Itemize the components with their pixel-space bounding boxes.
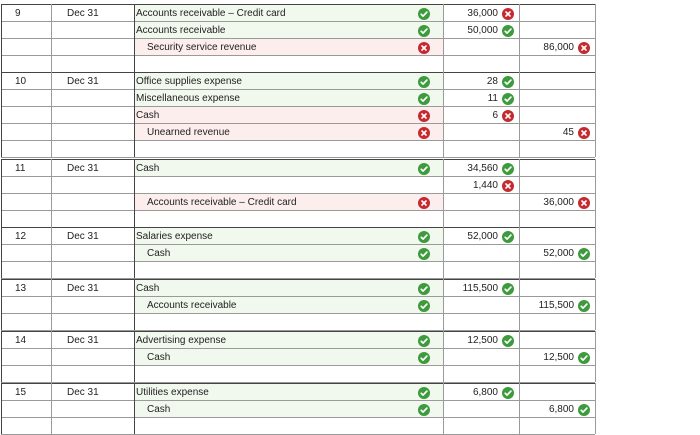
grid-line <box>1 296 595 297</box>
grid-line <box>1 4 595 5</box>
check-circle-icon <box>418 8 430 20</box>
grid-line <box>595 383 596 434</box>
credit-amount: 12,500 <box>543 352 574 363</box>
debit-input[interactable] <box>443 124 519 141</box>
account-title: Cash <box>147 352 171 363</box>
debit-input[interactable] <box>443 349 519 366</box>
debit-input[interactable] <box>443 280 519 297</box>
credit-amount: 45 <box>562 127 574 138</box>
check-circle-icon <box>502 283 514 295</box>
entry-date: Dec 31 <box>67 283 99 294</box>
entry-date-cell <box>51 22 134 39</box>
grid-line <box>1 417 595 418</box>
entry-date-cell <box>51 245 134 262</box>
credit-input[interactable] <box>519 280 595 297</box>
grid-line <box>1 383 595 384</box>
debit-amount: 34,560 <box>467 163 498 174</box>
credit-amount: 6,800 <box>548 404 574 415</box>
entry-date-cell <box>51 384 134 401</box>
account-select[interactable] <box>134 73 443 90</box>
grid-line <box>1 383 2 434</box>
account-select[interactable] <box>134 228 443 245</box>
grid-line <box>51 227 52 278</box>
check-circle-icon <box>502 76 514 88</box>
entry-number-cell <box>1 22 51 39</box>
credit-amount: 115,500 <box>538 300 574 311</box>
grid-line <box>443 72 444 157</box>
grid-line <box>51 4 52 72</box>
entry-date: Dec 31 <box>67 163 99 174</box>
entry-date-cell <box>51 5 134 22</box>
credit-input[interactable] <box>519 401 595 418</box>
account-title: Cash <box>147 404 171 415</box>
grid-line <box>595 331 596 382</box>
grid-line <box>1 72 2 157</box>
credit-input[interactable] <box>519 22 595 39</box>
x-circle-icon <box>418 42 430 54</box>
x-circle-icon <box>418 127 430 139</box>
debit-amount: 1,440 <box>472 180 498 191</box>
debit-input[interactable] <box>443 384 519 401</box>
grid-line <box>595 72 596 157</box>
check-circle-icon <box>502 335 514 347</box>
grid-line <box>519 383 520 434</box>
check-circle-icon <box>578 404 590 416</box>
entry-date: Dec 31 <box>67 231 99 242</box>
grid-line <box>134 331 135 382</box>
entry-number-cell <box>1 73 51 90</box>
entry-number-cell <box>1 124 51 141</box>
grid-line <box>134 4 135 72</box>
account-select[interactable] <box>134 401 443 418</box>
grid-line <box>443 331 444 382</box>
entry-date-cell <box>51 177 134 194</box>
account-title: Accounts receivable <box>147 300 237 311</box>
check-circle-icon <box>418 335 430 347</box>
credit-input[interactable] <box>519 39 595 56</box>
debit-input[interactable] <box>443 401 519 418</box>
credit-input[interactable] <box>519 384 595 401</box>
debit-input[interactable] <box>443 245 519 262</box>
credit-input[interactable] <box>519 177 595 194</box>
grid-line <box>1 210 595 211</box>
x-circle-icon <box>578 127 590 139</box>
debit-input[interactable] <box>443 160 519 177</box>
account-title: Security service revenue <box>147 42 257 53</box>
entry-number-cell <box>1 349 51 366</box>
grid-line <box>134 279 135 330</box>
credit-input[interactable] <box>519 228 595 245</box>
grid-line <box>51 331 52 382</box>
entry-date-cell <box>51 332 134 349</box>
check-circle-icon <box>418 300 430 312</box>
entry-number-cell <box>1 160 51 177</box>
entry-number-cell <box>1 90 51 107</box>
grid-line <box>595 159 596 227</box>
grid-line <box>1 89 595 90</box>
credit-input[interactable] <box>519 107 595 124</box>
credit-input[interactable] <box>519 90 595 107</box>
entry-date-cell <box>51 124 134 141</box>
debit-amount: 6,800 <box>472 387 498 398</box>
debit-input[interactable] <box>443 107 519 124</box>
entry-number: 14 <box>15 335 27 346</box>
check-circle-icon <box>502 25 514 37</box>
grid-line <box>51 279 52 330</box>
grid-line <box>1 176 595 177</box>
grid-line <box>51 159 52 227</box>
x-circle-icon <box>418 110 430 122</box>
credit-input[interactable] <box>519 349 595 366</box>
check-circle-icon <box>578 352 590 364</box>
credit-input[interactable] <box>519 245 595 262</box>
entry-date-cell <box>51 280 134 297</box>
entry-date: Dec 31 <box>67 8 99 19</box>
grid-line <box>1 193 595 194</box>
account-select[interactable] <box>134 22 443 39</box>
entry-number-cell <box>1 177 51 194</box>
debit-amount: 12,500 <box>467 335 498 346</box>
entry-date-cell <box>51 39 134 56</box>
account-select[interactable] <box>134 160 443 177</box>
debit-input[interactable] <box>443 73 519 90</box>
grid-line <box>443 4 444 72</box>
account-select[interactable] <box>134 297 443 314</box>
grid-line <box>595 279 596 330</box>
x-circle-icon <box>578 197 590 209</box>
account-select[interactable] <box>134 107 443 124</box>
grid-line <box>1 21 595 22</box>
account-title: Advertising expense <box>136 335 227 346</box>
check-circle-icon <box>418 163 430 175</box>
grid-line <box>1 365 595 366</box>
entry-date-cell <box>51 160 134 177</box>
credit-input[interactable] <box>519 332 595 349</box>
grid-line <box>1 227 595 228</box>
credit-amount: 36,000 <box>543 197 574 208</box>
account-title: Accounts receivable <box>136 25 226 36</box>
entry-number-cell <box>1 245 51 262</box>
account-select[interactable] <box>134 177 443 194</box>
x-circle-icon <box>502 110 514 122</box>
grid-line <box>519 331 520 382</box>
entry-number: 9 <box>15 8 21 19</box>
check-circle-icon <box>418 404 430 416</box>
grid-line <box>1 123 595 124</box>
debit-input[interactable] <box>443 90 519 107</box>
check-circle-icon <box>418 76 430 88</box>
entry-date-cell <box>51 194 134 211</box>
debit-amount: 115,500 <box>462 283 498 294</box>
credit-input[interactable] <box>519 5 595 22</box>
entry-number-cell <box>1 332 51 349</box>
check-circle-icon <box>418 352 430 364</box>
grid-line <box>519 227 520 278</box>
entry-number-cell <box>1 5 51 22</box>
check-circle-icon <box>418 283 430 295</box>
credit-input[interactable] <box>519 194 595 211</box>
grid-line <box>443 383 444 434</box>
credit-input[interactable] <box>519 160 595 177</box>
check-circle-icon <box>502 163 514 175</box>
entry-number-cell <box>1 107 51 124</box>
debit-amount: 52,000 <box>467 231 498 242</box>
account-select[interactable] <box>134 5 443 22</box>
credit-input[interactable] <box>519 297 595 314</box>
grid-line <box>134 72 135 157</box>
grid-line <box>134 227 135 278</box>
check-circle-icon <box>502 93 514 105</box>
entry-date-cell <box>51 90 134 107</box>
entry-number: 10 <box>15 76 27 87</box>
grid-line <box>1 279 2 330</box>
account-select[interactable] <box>134 194 443 211</box>
debit-amount: 28 <box>486 76 498 87</box>
entry-number-cell <box>1 401 51 418</box>
x-circle-icon <box>418 197 430 209</box>
x-circle-icon <box>502 180 514 192</box>
grid-line <box>1 140 595 141</box>
entry-date: Dec 31 <box>67 387 99 398</box>
grid-line <box>519 4 520 72</box>
account-title: Cash <box>147 248 171 259</box>
grid-line <box>1 106 595 107</box>
debit-input[interactable] <box>443 332 519 349</box>
grid-line <box>134 159 135 227</box>
entry-number: 13 <box>15 283 27 294</box>
debit-input[interactable] <box>443 177 519 194</box>
account-title: Miscellaneous expense <box>136 93 240 104</box>
account-select[interactable] <box>134 384 443 401</box>
entry-date: Dec 31 <box>67 335 99 346</box>
entry-date-cell <box>51 349 134 366</box>
entry-number-cell <box>1 194 51 211</box>
grid-line <box>51 383 52 434</box>
account-title: Utilities expense <box>136 387 209 398</box>
entry-number: 12 <box>15 231 27 242</box>
grid-line <box>1 157 595 158</box>
debit-amount: 6 <box>492 110 498 121</box>
grid-line <box>443 159 444 227</box>
grid-line <box>1 331 595 332</box>
entry-date-cell <box>51 297 134 314</box>
entry-number-cell <box>1 297 51 314</box>
entry-date-cell <box>51 73 134 90</box>
entry-number-cell <box>1 228 51 245</box>
grid-line <box>595 227 596 278</box>
entry-date: Dec 31 <box>67 76 99 87</box>
grid-line <box>519 72 520 157</box>
credit-amount: 86,000 <box>543 42 574 53</box>
entry-number-cell <box>1 39 51 56</box>
entry-number-cell <box>1 384 51 401</box>
grid-line <box>1 159 595 160</box>
account-title: Cash <box>136 283 160 294</box>
account-select[interactable] <box>134 349 443 366</box>
entry-date-cell <box>51 228 134 245</box>
grid-line <box>1 244 595 245</box>
grid-line <box>519 159 520 227</box>
grid-line <box>1 227 2 278</box>
account-select[interactable] <box>134 280 443 297</box>
debit-input[interactable] <box>443 5 519 22</box>
debit-amount: 36,000 <box>467 8 498 19</box>
grid-line <box>1 313 595 314</box>
debit-amount: 50,000 <box>467 25 498 36</box>
grid-line <box>1 4 2 72</box>
check-circle-icon <box>418 387 430 399</box>
account-select[interactable] <box>134 124 443 141</box>
account-title: Salaries expense <box>136 231 213 242</box>
debit-input[interactable] <box>443 297 519 314</box>
grid-line <box>1 331 2 382</box>
account-select[interactable] <box>134 245 443 262</box>
grid-line <box>443 227 444 278</box>
account-title: Accounts receivable – Credit card <box>147 197 297 208</box>
debit-amount: 11 <box>487 93 498 104</box>
grid-line <box>443 279 444 330</box>
grid-line <box>134 383 135 434</box>
grid-line <box>1 38 595 39</box>
grid-line <box>1 72 595 73</box>
check-circle-icon <box>418 25 430 37</box>
check-circle-icon <box>418 248 430 260</box>
entry-number-cell <box>1 280 51 297</box>
grid-line <box>1 348 595 349</box>
check-circle-icon <box>418 231 430 243</box>
account-title: Unearned revenue <box>147 127 230 138</box>
check-circle-icon <box>502 231 514 243</box>
entry-number: 15 <box>15 387 27 398</box>
credit-input[interactable] <box>519 73 595 90</box>
debit-input[interactable] <box>443 194 519 211</box>
account-select[interactable] <box>134 39 443 56</box>
check-circle-icon <box>502 387 514 399</box>
check-circle-icon <box>578 300 590 312</box>
account-title: Cash <box>136 110 160 121</box>
account-select[interactable] <box>134 90 443 107</box>
account-title: Office supplies expense <box>136 76 242 87</box>
grid-line <box>1 55 595 56</box>
grid-line <box>1 159 2 227</box>
account-select[interactable] <box>134 332 443 349</box>
credit-amount: 52,000 <box>543 248 574 259</box>
entry-date-cell <box>51 401 134 418</box>
grid-line <box>1 279 595 280</box>
grid-line <box>519 279 520 330</box>
entry-date-cell <box>51 107 134 124</box>
debit-input[interactable] <box>443 228 519 245</box>
debit-input[interactable] <box>443 39 519 56</box>
debit-input[interactable] <box>443 22 519 39</box>
x-circle-icon <box>578 42 590 54</box>
grid-line <box>595 4 596 72</box>
grid-line <box>51 72 52 157</box>
entry-number: 11 <box>15 163 26 174</box>
credit-input[interactable] <box>519 124 595 141</box>
check-circle-icon <box>578 248 590 260</box>
account-title: Cash <box>136 163 160 174</box>
x-circle-icon <box>502 8 514 20</box>
check-circle-icon <box>418 93 430 105</box>
grid-line <box>1 400 595 401</box>
account-title: Accounts receivable – Credit card <box>136 8 286 19</box>
grid-line <box>1 261 595 262</box>
